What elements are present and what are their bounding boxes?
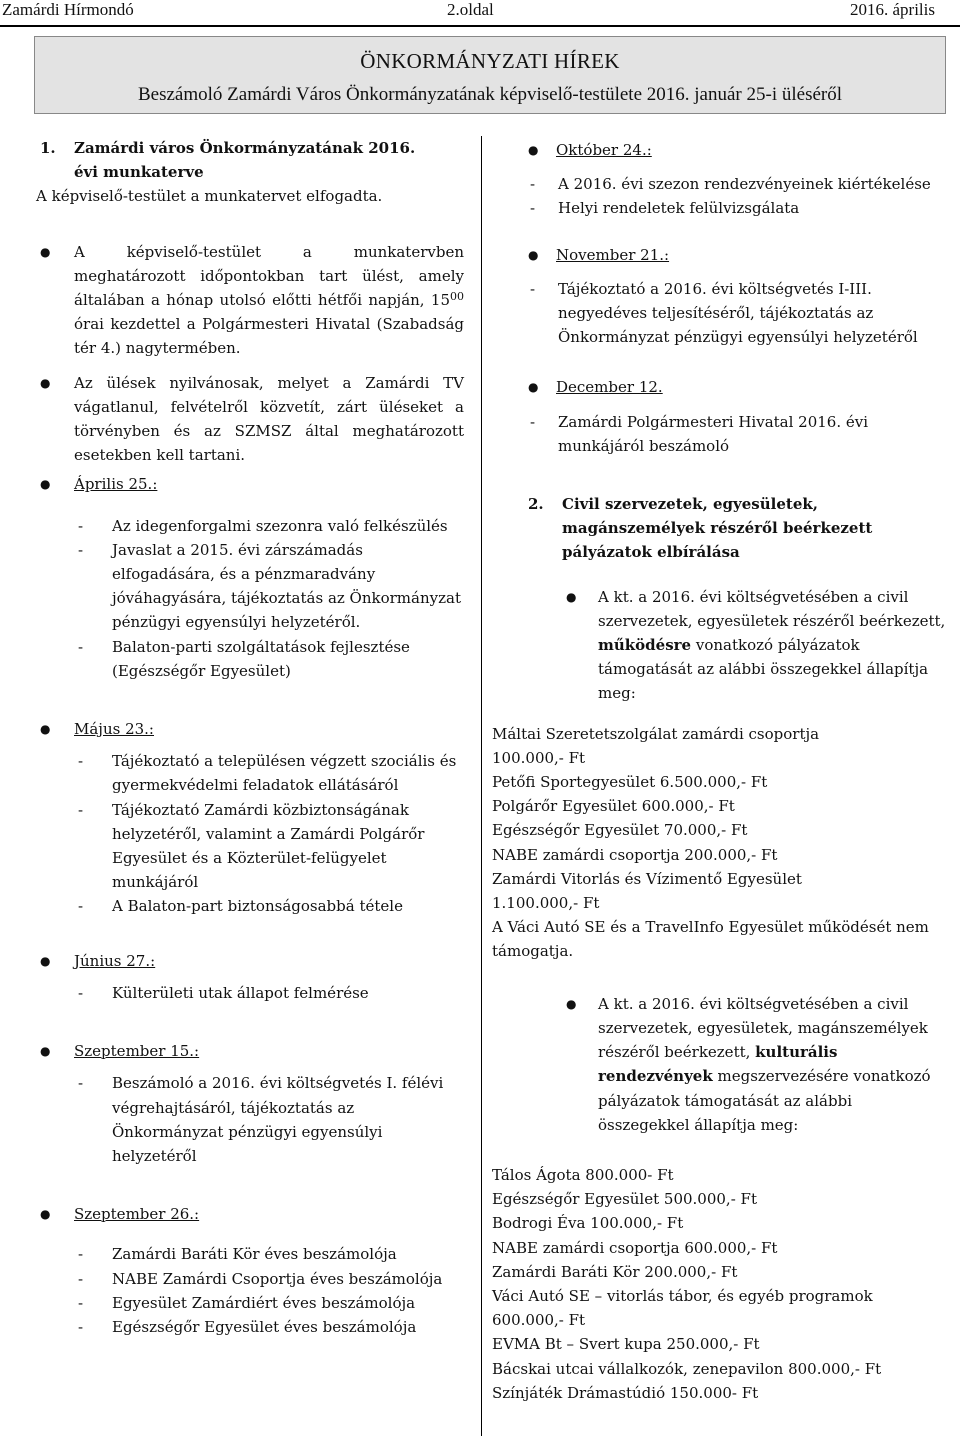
sep26-items	[36, 1242, 464, 1339]
list-item: - Beszámoló a 2016. évi költségvetés I. félévi végrehajtásáról, tájékoztatás az Önkormányzat pénzügyi egyensúlyi helyzetéről	[78, 1074, 444, 1165]
section-2-heading: 2. Civil szervezetek, egyesületek, magánszemélyek részéről beérkezett pályázatok elbírálása	[528, 495, 873, 562]
december-items	[492, 410, 946, 458]
section-1-heading: 1. Zamárdi város Önkormányzatának 2016. évi munkaterve	[40, 139, 416, 182]
list-item: - Külterületi utak állapot felmérése	[78, 983, 369, 1002]
list-item: - A 2016. évi szezon rendezvényeinek kiértékelése	[530, 175, 931, 194]
bullet-public: ● Az ülések nyilvánosak, melyet a Zamárdi TV vágatlanul, felvételről közvetít, zárt üléseket a törvényben és az SZMSZ által meghatározott esetekben kell tartani.	[36, 371, 464, 468]
list-item: Tálos Ágota 800.000- Ft	[492, 1165, 674, 1184]
month-sep15: ● Szeptember 15.:	[36, 1039, 464, 1063]
bullet-schedule: ● A képviselő-testület a munkatervben meghatározott időpontokban tart ülést, amely általában a hónap utolsó előtti hétfői napján, $15^{00}$ órai kezdettel a Polgármesteri Hivatal (Szabadság tér 4.) nagytermében.	[36, 240, 464, 361]
list-item: - Tájékoztató a 2016. évi költségvetés I-III. negyedéves teljesítéséről, tájékoztatás az Önkormányzat pénzügyi egyensúlyi helyzetéről	[530, 279, 918, 347]
operating-grants-list	[492, 722, 946, 964]
header-rule	[0, 25, 960, 27]
page-number: 2.oldal	[447, 0, 494, 19]
list-item: 100.000,- Ft	[492, 748, 586, 767]
list-item: - NABE Zamárdi Csoportja éves beszámolója	[78, 1269, 443, 1288]
list-item: Zamárdi Vitorlás és Vízimentő Egyesület	[492, 869, 802, 888]
list-item: Színjáték Drámastúdió 150.000- Ft	[492, 1383, 759, 1402]
bullet-icon: ●	[566, 996, 577, 1011]
month-may: ● Május 23.:	[36, 717, 464, 741]
april-items	[36, 514, 464, 683]
bullet-icon: ●	[40, 722, 51, 737]
list-item: - Tájékoztató Zamárdi közbiztonságának helyzetéről, valamint a Zamárdi Polgárőr Egyesület és a Közterület-felügyelet munkájáról	[78, 800, 425, 892]
list-item: Bácskai utcai vállalkozók, zenepavilon 800.000,- Ft	[492, 1359, 882, 1378]
banner-title: ÖNKORMÁNYZATI HÍREK	[360, 49, 620, 73]
issue-date: 2016. április	[850, 0, 935, 19]
bullet-icon: ●	[528, 380, 539, 395]
sep15-items	[36, 1071, 464, 1168]
october-items	[492, 172, 946, 220]
list-item: Petőfi Sportegyesület 6.500.000,- Ft	[492, 773, 768, 792]
bullet-icon: ●	[40, 1044, 51, 1059]
bullet-icon: ●	[566, 589, 577, 604]
publication-name: Zamárdi Hírmondó	[2, 0, 134, 19]
right-column	[492, 136, 946, 1405]
list-item: Egészségőr Egyesület 500.000,- Ft	[492, 1190, 757, 1209]
bullet-icon: ●	[528, 247, 539, 262]
banner-subtitle: Beszámoló Zamárdi Város Önkormányzatának képviselő-testülete 2016. január 25-i üléséről	[137, 84, 842, 105]
month-april: ● Április 25.:	[36, 472, 464, 496]
bullet-icon: ●	[40, 477, 51, 492]
list-item: - A Balaton-part biztonságosabbá tétele	[78, 897, 403, 916]
list-item: NABE zamárdi csoportja 200.000,- Ft	[492, 845, 778, 864]
list-item: - Zamárdi Baráti Kör éves beszámolója	[78, 1245, 397, 1264]
bullet-icon: ●	[40, 953, 51, 968]
bullet-cultural-grants: ● A kt. a 2016. évi költségvetésében a civil szervezetek, egyesületek, magánszemélyek részéről beérkezett, kulturális rendezvények megszervezésére vonatkozó pályázatok támogatását az alábbi összegekkel állapítja meg:	[492, 992, 946, 1137]
list-item: - Zamárdi Polgármesteri Hivatal 2016. évi munkájáról beszámoló	[530, 412, 869, 455]
list-item: Máltai Szeretetszolgálat zamárdi csoportja	[492, 724, 820, 743]
list-item: Bodrogi Éva 100.000,- Ft	[492, 1214, 684, 1233]
list-item: A Váci Autó SE és a TravelInfo Egyesület működését nem támogatja.	[492, 918, 929, 961]
list-item: - Tájékoztató a településen végzett szociális és gyermekvédelmi feladatok ellátásáról	[78, 752, 457, 795]
month-november: ● November 21.:	[492, 243, 946, 267]
section-1-text: A képviselő-testület a munkatervet elfogadta.	[36, 187, 383, 206]
month-december: ● December 12.	[492, 375, 946, 399]
may-items	[36, 749, 464, 918]
list-item: - Balaton-parti szolgáltatások fejlesztése (Egészségőr Egyesület)	[78, 637, 410, 680]
list-item: NABE zamárdi csoportja 600.000,- Ft	[492, 1238, 778, 1257]
list-item: - Javaslat a 2015. évi zárszámadás elfogadására, és a pénzmaradvány jóváhagyására, tájékoztatás az Önkormányzat pénzügyi egyensúlyi helyzetéről.	[78, 540, 461, 632]
month-june: ● Június 27.:	[36, 949, 464, 973]
bullet-operating-grants: ● A kt. a 2016. évi költségvetésében a civil szervezetek, egyesületek részéről beérkezett, működésre vonatkozó pályázatok támogatását az alábbi összegekkel állapítja meg:	[492, 585, 946, 706]
list-item: 1.100.000,- Ft	[492, 894, 600, 913]
bullet-icon: ●	[40, 244, 51, 259]
list-item: - Egyesület Zamárdiért éves beszámolója	[78, 1293, 416, 1312]
bullet-icon: ●	[40, 1207, 51, 1222]
list-item: Polgárőr Egyesület 600.000,- Ft	[492, 797, 735, 816]
cultural-grants-list	[492, 1163, 946, 1405]
bullet-icon: ●	[40, 375, 51, 390]
list-item: Egészségőr Egyesület 70.000,- Ft	[492, 821, 748, 840]
list-item: - Helyi rendeletek felülvizsgálata	[530, 199, 800, 218]
list-item: Váci Autó SE – vitorlás tábor, és egyéb programok 600.000,- Ft	[492, 1286, 873, 1330]
column-divider	[481, 136, 482, 1436]
list-item: EVMA Bt – Svert kupa 250.000,- Ft	[492, 1335, 760, 1354]
list-item: - Egészségőr Egyesület éves beszámolója	[78, 1317, 417, 1336]
june-items	[36, 981, 464, 1005]
page-header	[0, 0, 960, 24]
month-october: ● Október 24.:	[492, 138, 946, 162]
november-items	[492, 277, 946, 350]
left-column	[36, 136, 464, 1339]
list-item: - Az idegenforgalmi szezonra való felkészülés	[78, 516, 448, 535]
section-banner	[34, 36, 946, 114]
month-sep26: ● Szeptember 26.:	[36, 1202, 464, 1226]
bullet-icon: ●	[528, 143, 539, 157]
list-item: Zamárdi Baráti Kör 200.000,- Ft	[492, 1262, 738, 1281]
